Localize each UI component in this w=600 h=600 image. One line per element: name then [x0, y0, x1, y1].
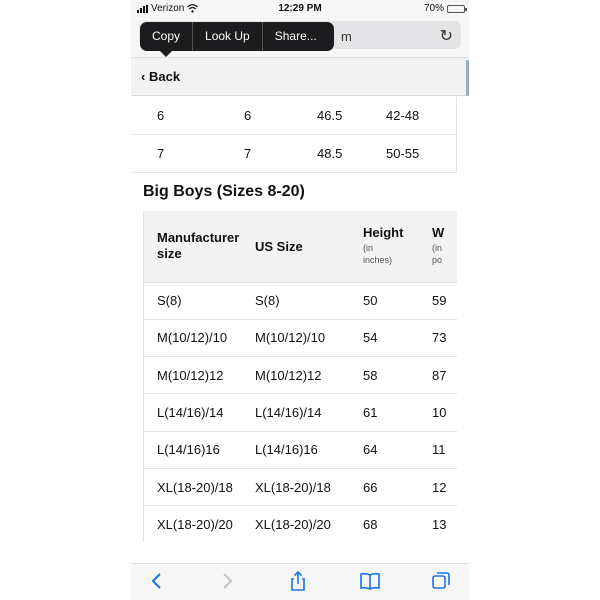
table-cell: L(14/16)16	[255, 431, 363, 468]
table-cell: 48.5	[317, 135, 386, 173]
table-cell: 50	[363, 282, 432, 319]
table-cell: XL(18-20)/20	[144, 506, 255, 542]
status-bar	[131, 0, 469, 17]
table-row	[144, 357, 457, 394]
table-cell: 68	[363, 506, 432, 542]
table-cell: 6	[244, 97, 317, 135]
header-height: Height (in inches)	[363, 211, 432, 282]
share-icon[interactable]	[285, 570, 311, 596]
tabs-icon[interactable]	[428, 570, 454, 596]
table-cell: 10	[432, 394, 457, 431]
phone-screen	[131, 0, 469, 600]
back-bar	[131, 57, 469, 96]
lookup-menu-item[interactable]: Look Up	[193, 22, 263, 51]
table-cell: 13	[432, 506, 457, 542]
table-cell: XL(18-20)/20	[255, 506, 363, 542]
table-cell: 64	[363, 431, 432, 468]
header-manufacturer-size: Manufacturer size	[144, 211, 255, 282]
table-cell: M(10/12)12	[255, 357, 363, 394]
chevron-left-icon: ‹	[141, 69, 146, 84]
address-text: m	[341, 29, 352, 44]
table-cell: XL(18-20)/18	[255, 468, 363, 505]
back-link[interactable]	[141, 69, 180, 84]
table-cell: 61	[363, 394, 432, 431]
table-cell: XL(18-20)/18	[144, 468, 255, 505]
table-cell: 7	[131, 135, 244, 173]
share-menu-item[interactable]: Share...	[274, 29, 317, 43]
table-cell: S(8)	[144, 282, 255, 319]
header-weight: W (in po	[432, 211, 457, 282]
back-label: Back	[148, 69, 181, 84]
copy-menu-item[interactable]: Copy	[140, 22, 193, 51]
table-row	[144, 506, 457, 542]
table-cell: 54	[363, 319, 432, 356]
table-cell: L(14/16)/14	[144, 394, 255, 431]
table-row	[144, 282, 457, 319]
table-row	[131, 97, 457, 135]
battery-icon	[447, 5, 465, 13]
back-arrow-icon[interactable]	[144, 570, 170, 596]
table-row	[144, 319, 457, 356]
scrollbar-thumb[interactable]	[466, 60, 469, 96]
bookmarks-icon[interactable]	[357, 570, 383, 596]
forward-arrow-icon[interactable]	[214, 570, 240, 596]
table-cell: 11	[432, 431, 457, 468]
table-cell: 73	[432, 319, 457, 356]
table-cell: M(10/12)12	[144, 357, 255, 394]
table-row	[144, 468, 457, 505]
table-row	[131, 135, 457, 173]
clock: 12:29 PM	[278, 3, 322, 14]
table-cell: S(8)	[255, 282, 363, 319]
previous-size-table	[131, 97, 457, 173]
table-cell: 87	[432, 357, 457, 394]
table-cell: 66	[363, 468, 432, 505]
table-cell: L(14/16)16	[144, 431, 255, 468]
table-row	[144, 431, 457, 468]
table-row	[144, 394, 457, 431]
table-cell: 50-55	[386, 135, 457, 173]
table-cell: 42-48	[386, 97, 457, 135]
table-border	[456, 97, 457, 172]
reload-icon[interactable]: ↻	[439, 28, 453, 45]
table-cell: 7	[244, 135, 317, 173]
text-selection-menu	[140, 22, 334, 51]
table-header-row	[144, 211, 457, 282]
table-cell: 59	[432, 282, 457, 319]
header-us-size: US Size	[255, 211, 363, 282]
table-cell: 12	[432, 468, 457, 505]
section-title: Big Boys (Sizes 8-20)	[143, 183, 305, 200]
table-cell: M(10/12)/10	[144, 319, 255, 356]
size-table	[144, 211, 457, 542]
browser-toolbar	[131, 563, 469, 600]
battery-percent: 70%	[423, 3, 444, 14]
table-cell: 46.5	[317, 97, 386, 135]
table-cell: 58	[363, 357, 432, 394]
table-cell: M(10/12)/10	[255, 319, 363, 356]
carrier-label: Verizon	[151, 3, 185, 14]
table-cell: L(14/16)/14	[255, 394, 363, 431]
table-cell: 6	[131, 97, 244, 135]
size-table-scroll[interactable]	[143, 211, 457, 542]
